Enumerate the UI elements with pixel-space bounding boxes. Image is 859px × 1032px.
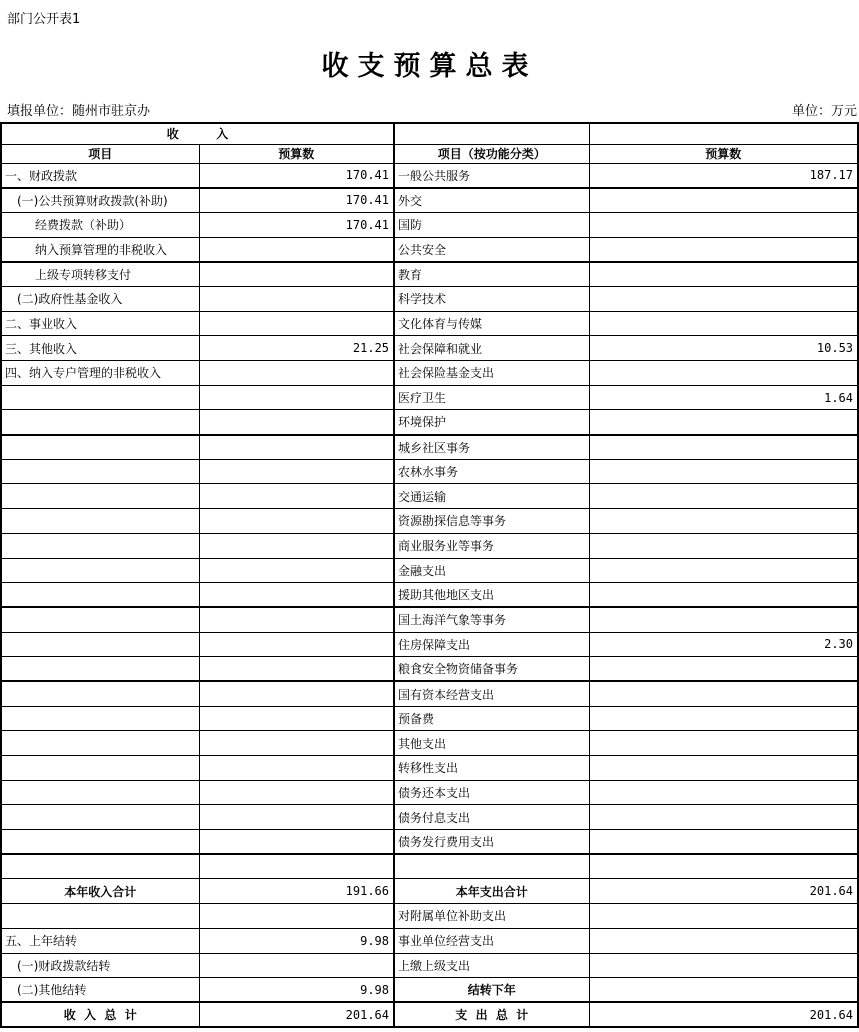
income-value-cell xyxy=(199,435,394,460)
expense-item-cell: 社会保障和就业 xyxy=(394,336,589,361)
column-header-3: 预算数 xyxy=(589,144,858,163)
table-row xyxy=(1,681,858,706)
table-row xyxy=(1,632,858,657)
expense-item-cell: 住房保障支出 xyxy=(394,632,589,657)
table-row xyxy=(1,410,858,435)
group-header-row xyxy=(1,123,858,144)
expense-value-cell xyxy=(589,435,858,460)
expense-item-cell: 资源勘探信息等事务 xyxy=(394,509,589,534)
income-item-cell: (一)公共预算财政拨款(补助) xyxy=(1,188,199,213)
income-value-cell xyxy=(199,410,394,435)
income-value-cell xyxy=(199,286,394,311)
income-value-cell: 201.64 xyxy=(199,1002,394,1027)
income-value-cell: 9.98 xyxy=(199,928,394,953)
income-item-cell xyxy=(1,385,199,410)
table-row xyxy=(1,311,858,336)
income-value-cell xyxy=(199,509,394,534)
expense-item-cell: 援助其他地区支出 xyxy=(394,583,589,608)
income-item-cell xyxy=(1,533,199,558)
expense-value-cell xyxy=(589,484,858,509)
income-item-cell xyxy=(1,657,199,682)
expense-item-cell: 债务还本支出 xyxy=(394,780,589,805)
expense-value-cell xyxy=(589,237,858,262)
expense-item-cell: 债务发行费用支出 xyxy=(394,830,589,855)
table-row xyxy=(1,1002,858,1027)
expenditure-group-header-item-cell xyxy=(394,123,589,144)
income-value-cell xyxy=(199,311,394,336)
expense-item-cell: 一般公共服务 xyxy=(394,163,589,188)
income-value-cell xyxy=(199,657,394,682)
expense-value-cell xyxy=(589,805,858,830)
expense-value-cell: 1.64 xyxy=(589,385,858,410)
expense-item-cell: 社会保险基金支出 xyxy=(394,361,589,386)
table-row xyxy=(1,509,858,534)
table-row xyxy=(1,385,858,410)
income-value-cell: 21.25 xyxy=(199,336,394,361)
table-row xyxy=(1,657,858,682)
table-row xyxy=(1,805,858,830)
expense-item-cell: 环境保护 xyxy=(394,410,589,435)
income-item-cell: (二)政府性基金收入 xyxy=(1,286,199,311)
expense-item-cell xyxy=(394,854,589,879)
income-item-cell: (一)财政拨款结转 xyxy=(1,953,199,978)
income-item-cell: 一、财政拨款 xyxy=(1,163,199,188)
expense-value-cell xyxy=(589,188,858,213)
income-value-cell: 170.41 xyxy=(199,212,394,237)
income-item-cell xyxy=(1,410,199,435)
income-item-cell xyxy=(1,854,199,879)
expense-value-cell xyxy=(589,928,858,953)
table-row xyxy=(1,163,858,188)
table-row xyxy=(1,558,858,583)
income-value-cell xyxy=(199,805,394,830)
expense-item-cell: 本年支出合计 xyxy=(394,879,589,904)
expense-item-cell: 预备费 xyxy=(394,706,589,731)
expense-value-cell xyxy=(589,706,858,731)
expense-item-cell: 转移性支出 xyxy=(394,756,589,781)
income-value-cell: 170.41 xyxy=(199,163,394,188)
expense-value-cell xyxy=(589,212,858,237)
column-header-row xyxy=(1,144,858,163)
expense-value-cell xyxy=(589,262,858,287)
income-item-cell xyxy=(1,607,199,632)
expense-item-cell: 教育 xyxy=(394,262,589,287)
income-item-cell: 收 入 总 计 xyxy=(1,1002,199,1027)
column-header-0: 项目 xyxy=(1,144,199,163)
income-value-cell xyxy=(199,533,394,558)
income-value-cell xyxy=(199,706,394,731)
expense-item-cell: 文化体育与传媒 xyxy=(394,311,589,336)
income-item-cell xyxy=(1,731,199,756)
income-item-cell xyxy=(1,583,199,608)
table-row xyxy=(1,583,858,608)
income-item-cell xyxy=(1,435,199,460)
income-item-cell: 本年收入合计 xyxy=(1,879,199,904)
expense-item-cell: 科学技术 xyxy=(394,286,589,311)
expense-item-cell: 粮食安全物资储备事务 xyxy=(394,657,589,682)
income-value-cell xyxy=(199,558,394,583)
expense-value-cell xyxy=(589,410,858,435)
reporting-unit-label: 填报单位：随州市驻京办 xyxy=(7,104,151,119)
expense-value-cell xyxy=(589,904,858,929)
table-row xyxy=(1,953,858,978)
income-value-cell xyxy=(199,830,394,855)
expense-item-cell: 对附属单位补助支出 xyxy=(394,904,589,929)
column-header-2: 项目（按功能分类） xyxy=(394,144,589,163)
income-item-cell: 二、事业收入 xyxy=(1,311,199,336)
expense-value-cell xyxy=(589,361,858,386)
table-row xyxy=(1,361,858,386)
expense-value-cell: 2.30 xyxy=(589,632,858,657)
table-subheader xyxy=(7,100,857,119)
expense-value-cell xyxy=(589,509,858,534)
income-item-cell: (二)其他结转 xyxy=(1,978,199,1003)
expense-value-cell xyxy=(589,533,858,558)
income-item-cell xyxy=(1,681,199,706)
currency-unit-label: 单位：万元 xyxy=(791,104,857,119)
table-row xyxy=(1,756,858,781)
budget-table xyxy=(0,122,859,1028)
expense-value-cell xyxy=(589,311,858,336)
income-value-cell xyxy=(199,607,394,632)
expense-value-cell xyxy=(589,681,858,706)
income-item-cell xyxy=(1,830,199,855)
income-item-cell xyxy=(1,484,199,509)
table-row xyxy=(1,484,858,509)
table-row xyxy=(1,706,858,731)
income-item-cell xyxy=(1,904,199,929)
expense-item-cell: 国有资本经营支出 xyxy=(394,681,589,706)
income-value-cell xyxy=(199,385,394,410)
expense-value-cell: 187.17 xyxy=(589,163,858,188)
income-value-cell xyxy=(199,237,394,262)
table-row xyxy=(1,731,858,756)
income-item-cell xyxy=(1,632,199,657)
table-row xyxy=(1,607,858,632)
expense-value-cell xyxy=(589,459,858,484)
income-value-cell: 9.98 xyxy=(199,978,394,1003)
income-item-cell xyxy=(1,780,199,805)
expense-item-cell: 上缴上级支出 xyxy=(394,953,589,978)
income-value-cell xyxy=(199,583,394,608)
income-value-cell xyxy=(199,756,394,781)
income-item-cell: 上级专项转移支付 xyxy=(1,262,199,287)
expense-item-cell: 债务付息支出 xyxy=(394,805,589,830)
income-item-cell xyxy=(1,509,199,534)
expense-value-cell xyxy=(589,286,858,311)
income-value-cell: 170.41 xyxy=(199,188,394,213)
expense-item-cell: 商业服务业等事务 xyxy=(394,533,589,558)
table-row xyxy=(1,237,858,262)
expense-value-cell xyxy=(589,953,858,978)
income-item-cell xyxy=(1,459,199,484)
expense-item-cell: 城乡社区事务 xyxy=(394,435,589,460)
table-row xyxy=(1,879,858,904)
income-value-cell xyxy=(199,731,394,756)
expense-value-cell xyxy=(589,830,858,855)
table-row xyxy=(1,262,858,287)
expense-value-cell xyxy=(589,607,858,632)
form-corner-label: 部门公开表1 xyxy=(7,12,81,27)
column-header-1: 预算数 xyxy=(199,144,394,163)
expense-item-cell: 公共安全 xyxy=(394,237,589,262)
expense-item-cell: 事业单位经营支出 xyxy=(394,928,589,953)
expense-item-cell: 国防 xyxy=(394,212,589,237)
expenditure-group-header-value-cell xyxy=(589,123,858,144)
expense-value-cell xyxy=(589,756,858,781)
income-item-cell xyxy=(1,805,199,830)
income-value-cell xyxy=(199,953,394,978)
expense-value-cell xyxy=(589,657,858,682)
page-title: 收支预算总表 xyxy=(321,51,538,82)
table-row xyxy=(1,780,858,805)
table-row xyxy=(1,188,858,213)
income-group-header: 收 入 xyxy=(1,123,394,144)
income-item-cell xyxy=(1,706,199,731)
expense-item-cell: 支 出 总 计 xyxy=(394,1002,589,1027)
income-item-cell xyxy=(1,756,199,781)
income-value-cell xyxy=(199,780,394,805)
expense-value-cell: 201.64 xyxy=(589,1002,858,1027)
table-row xyxy=(1,336,858,361)
expense-value-cell xyxy=(589,731,858,756)
income-value-cell: 191.66 xyxy=(199,879,394,904)
table-row xyxy=(1,286,858,311)
expense-value-cell xyxy=(589,583,858,608)
table-row xyxy=(1,459,858,484)
expense-value-cell: 10.53 xyxy=(589,336,858,361)
income-value-cell xyxy=(199,484,394,509)
income-item-cell: 五、上年结转 xyxy=(1,928,199,953)
expense-item-cell: 结转下年 xyxy=(394,978,589,1003)
income-value-cell xyxy=(199,632,394,657)
income-item-cell: 三、其他收入 xyxy=(1,336,199,361)
income-value-cell xyxy=(199,361,394,386)
table-row xyxy=(1,533,858,558)
table-row xyxy=(1,904,858,929)
expense-value-cell xyxy=(589,558,858,583)
income-item-cell xyxy=(1,558,199,583)
income-item-cell: 经费拨款（补助） xyxy=(1,212,199,237)
expense-value-cell xyxy=(589,854,858,879)
income-item-cell: 四、纳入专户管理的非税收入 xyxy=(1,361,199,386)
expense-value-cell xyxy=(589,978,858,1003)
expense-item-cell: 医疗卫生 xyxy=(394,385,589,410)
table-row xyxy=(1,212,858,237)
table-row xyxy=(1,978,858,1003)
expense-item-cell: 其他支出 xyxy=(394,731,589,756)
expense-item-cell: 国土海洋气象等事务 xyxy=(394,607,589,632)
table-row xyxy=(1,435,858,460)
table-row xyxy=(1,928,858,953)
income-value-cell xyxy=(199,459,394,484)
income-value-cell xyxy=(199,262,394,287)
income-value-cell xyxy=(199,681,394,706)
expense-item-cell: 金融支出 xyxy=(394,558,589,583)
income-value-cell xyxy=(199,904,394,929)
expense-item-cell: 农林水事务 xyxy=(394,459,589,484)
expense-value-cell xyxy=(589,780,858,805)
table-row xyxy=(1,854,858,879)
table-row xyxy=(1,830,858,855)
income-value-cell xyxy=(199,854,394,879)
expense-item-cell: 外交 xyxy=(394,188,589,213)
income-item-cell: 纳入预算管理的非税收入 xyxy=(1,237,199,262)
expense-value-cell: 201.64 xyxy=(589,879,858,904)
expense-item-cell: 交通运输 xyxy=(394,484,589,509)
